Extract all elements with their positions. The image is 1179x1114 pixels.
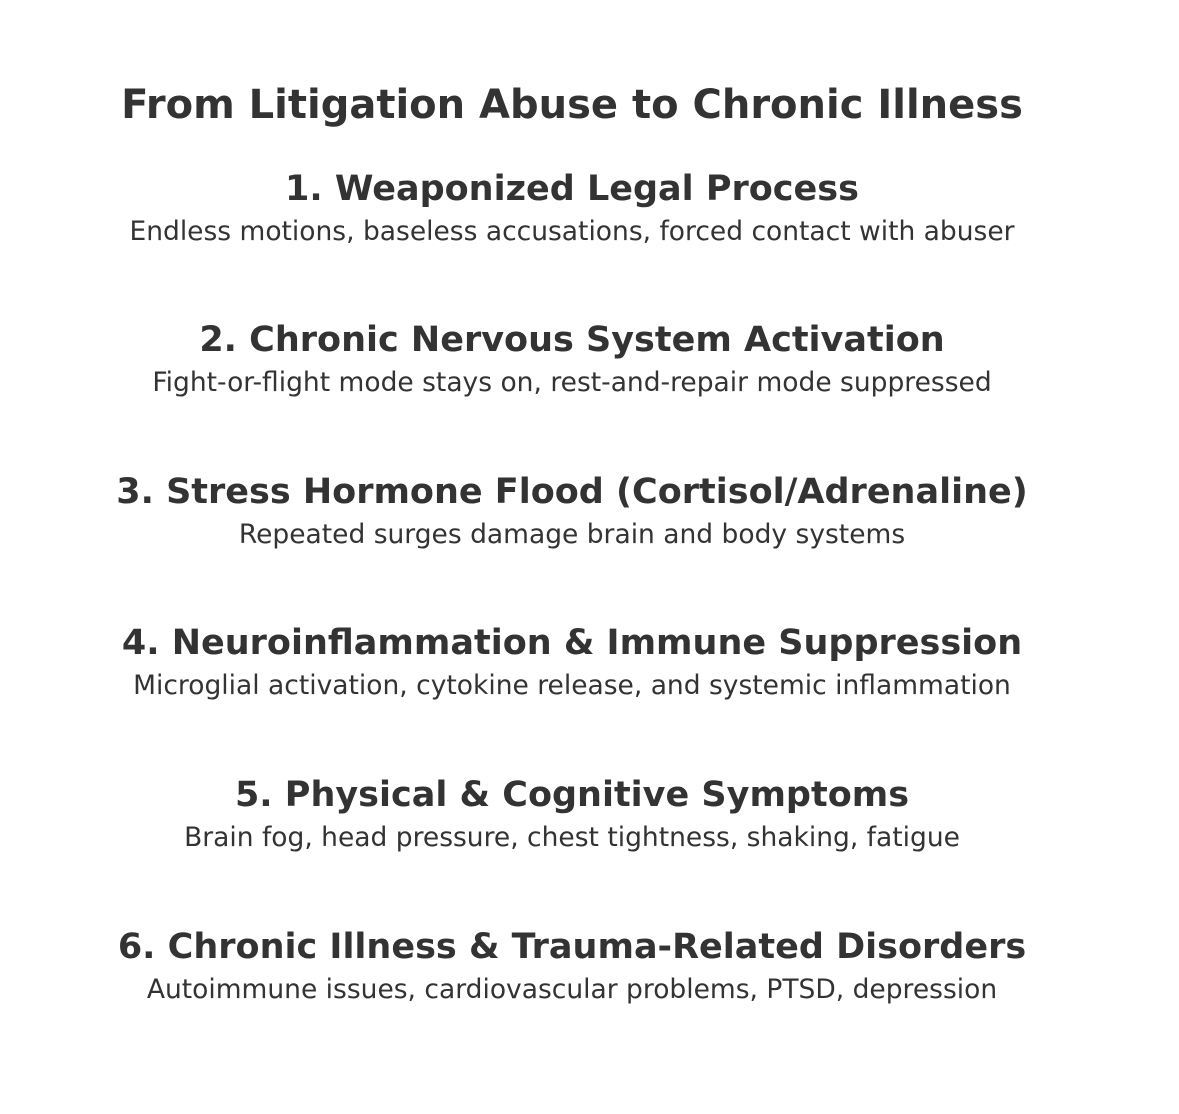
- step-description: Repeated surges damage brain and body systems: [238, 519, 906, 550]
- step-heading: 1. Weaponized Legal Process: [285, 169, 859, 209]
- step-description: Endless motions, baseless accusations, forced contact with abuser: [129, 216, 1015, 247]
- step-2: [0, 320, 1144, 400]
- diagram-title: From Litigation Abuse to Chronic Illness: [121, 82, 1023, 128]
- step-heading: 5. Physical & Cognitive Symptoms: [234, 775, 910, 815]
- step-heading: 2. Chronic Nervous System Activation: [199, 320, 945, 360]
- step-3: [0, 472, 1144, 552]
- step-heading: 6. Chronic Illness & Trauma-Related Disorders: [117, 927, 1027, 967]
- step-description: Fight-or-flight mode stays on, rest-and-repair mode suppressed: [152, 367, 992, 398]
- step-description: Microglial activation, cytokine release, and systemic inflammation: [133, 670, 1011, 701]
- step-5: [0, 775, 1144, 855]
- step-heading: 3. Stress Hormone Flood (Cortisol/Adrenaline): [116, 472, 1028, 512]
- step-4: [0, 623, 1144, 703]
- step-description: Brain fog, head pressure, chest tightness, shaking, fatigue: [184, 822, 960, 853]
- step-1: [0, 169, 1144, 249]
- step-heading: 4. Neuroinflammation & Immune Suppression: [121, 623, 1023, 663]
- step-description: Autoimmune issues, cardiovascular problems, PTSD, depression: [146, 974, 998, 1005]
- step-6: [0, 927, 1144, 1007]
